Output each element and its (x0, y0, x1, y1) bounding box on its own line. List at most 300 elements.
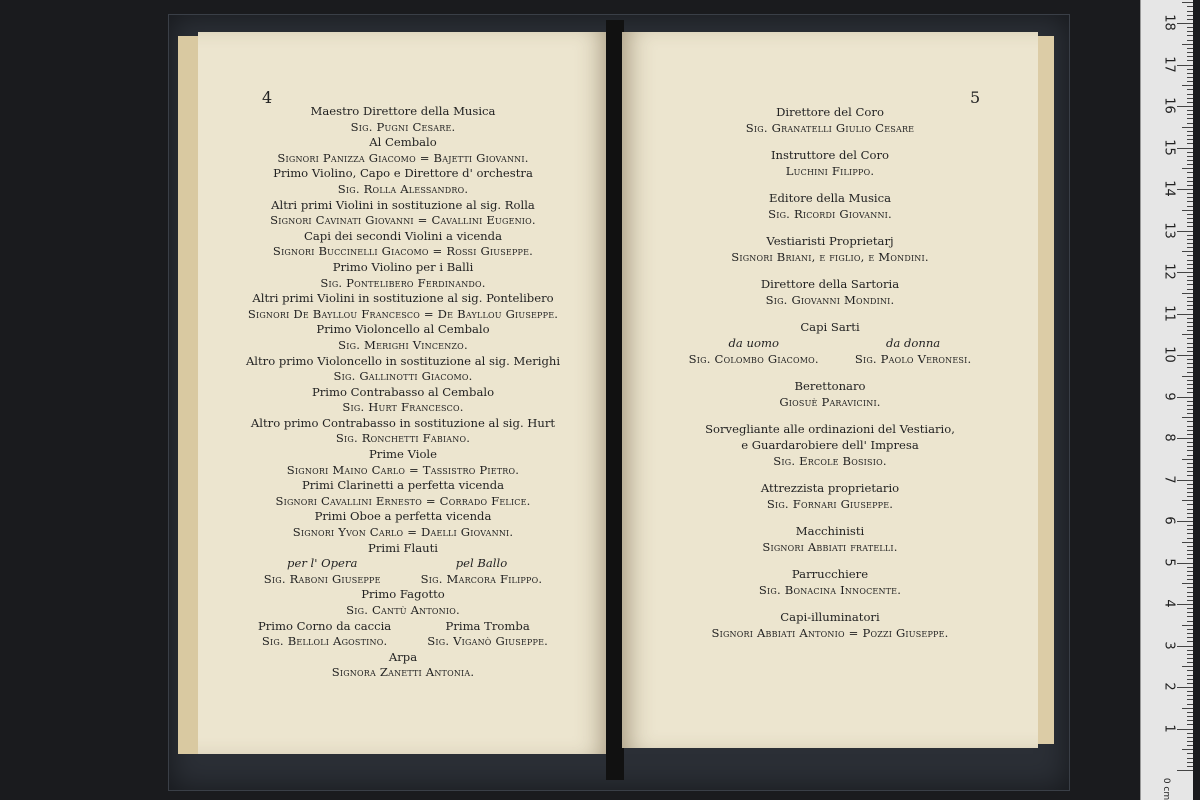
ruler-label: 12 (1161, 263, 1177, 280)
ruler-tick (1177, 646, 1193, 647)
ruler-tick (1182, 749, 1193, 750)
entry-role: Primi Clarinetti a perfetta vicenda (301, 478, 505, 493)
ruler-tick (1187, 488, 1193, 489)
right-page (622, 32, 1038, 748)
ruler-tick (1187, 654, 1193, 655)
right-entries-b (622, 378, 1038, 641)
ruler-label: 17 (1161, 55, 1177, 73)
right-entries-a (622, 104, 1038, 308)
ruler-tick (1187, 98, 1193, 99)
ruler-tick (1187, 392, 1193, 393)
entry-names: Signori Buccinelli Giacomo = Rossi Giuseppe. (272, 244, 534, 259)
entry-role: Macchinisti (795, 524, 865, 538)
entry-role: Altro primo Violoncello in sostituzione al sig. Merighi (245, 353, 561, 368)
ruler-tick (1187, 662, 1193, 663)
entry-names: Sig. Cantù Antonio. (346, 603, 460, 617)
ruler-tick (1187, 372, 1193, 373)
ruler-tick (1187, 650, 1193, 651)
ruler-tick (1187, 330, 1193, 331)
ruler-tick (1187, 430, 1193, 431)
ruler-tick (1187, 11, 1193, 12)
flauti-pair (198, 556, 608, 587)
ruler-tick (1187, 766, 1193, 767)
ruler-tick (1187, 243, 1193, 244)
ruler-tick (1182, 542, 1193, 543)
entry-names: Signori Briani, e figlio, e Mondini. (731, 250, 929, 264)
entry-role: Berettonaro (794, 379, 866, 393)
ruler-label: 14 (1161, 180, 1177, 197)
entry-role: Prime Viole (368, 447, 438, 462)
credit-entry (622, 480, 1038, 512)
credit-entry (198, 260, 608, 291)
credit-entry (198, 229, 608, 260)
credit-entry (198, 447, 608, 478)
ruler-label: 11 (1161, 304, 1177, 322)
ruler-tick (1187, 139, 1193, 140)
ruler-tick (1187, 720, 1193, 721)
entry-names: Giosuè Paravicini. (779, 395, 881, 409)
ruler-tick (1182, 625, 1193, 626)
ruler-tick (1187, 156, 1193, 157)
entry-names: Signori Yvon Carlo = Daelli Giovanni. (292, 525, 514, 540)
ruler-tick (1187, 40, 1193, 41)
ruler-tick (1187, 579, 1193, 580)
entry-role: Capi Sarti (800, 320, 860, 334)
credit-entry (198, 135, 608, 166)
entry-names: Signori Cavinati Giovanni = Cavallini Eugenio. (270, 213, 536, 228)
ruler-tick (1187, 637, 1193, 638)
ruler-tick (1187, 363, 1193, 364)
entry-role: Sorvegliante alle ordinazioni del Vestiario, (705, 422, 955, 436)
ruler-tick (1187, 455, 1193, 456)
ruler-tick (1187, 745, 1193, 746)
ruler-label: 3 (1161, 640, 1177, 650)
ruler-tick (1187, 35, 1193, 36)
ruler-tick (1187, 201, 1193, 202)
ruler-tick (1187, 475, 1193, 476)
ruler-tick (1182, 417, 1193, 418)
ruler-tick (1187, 31, 1193, 32)
ruler-tick (1187, 123, 1193, 124)
ruler-tick (1187, 309, 1193, 310)
ruler-label: 2 (1161, 682, 1177, 691)
ruler-tick (1187, 384, 1193, 385)
sarti-donna-label: da donna (885, 336, 941, 350)
credit-entry (622, 566, 1038, 598)
ruler-tick (1187, 608, 1193, 609)
ruler-tick (1182, 127, 1193, 128)
sarti-pair (622, 335, 1038, 367)
entry-names: Sig. Ricordi Giovanni. (768, 207, 892, 221)
ruler-tick (1187, 73, 1193, 74)
ruler-tick (1187, 426, 1193, 427)
ruler-tick (1187, 351, 1193, 352)
entry-role: Al Cembalo (369, 135, 437, 150)
entry-role: Primo Violoncello al Cembalo (316, 322, 490, 337)
ruler-tick (1187, 596, 1193, 597)
ruler-tick (1177, 355, 1193, 356)
entry-role: Maestro Direttore della Musica (310, 104, 496, 118)
ruler-tick (1187, 679, 1193, 680)
ruler-tick (1177, 604, 1193, 605)
ruler-tick (1187, 733, 1193, 734)
ruler-tick (1182, 2, 1193, 3)
ruler-tick (1187, 525, 1193, 526)
entry-role: Editore della Musica (768, 191, 892, 205)
ruler-tick (1177, 480, 1193, 481)
ruler-tick (1187, 214, 1193, 215)
ruler-tick (1177, 438, 1193, 439)
ruler-tick (1187, 533, 1193, 534)
ruler-tick (1187, 716, 1193, 717)
ruler-label: 9 (1161, 391, 1177, 401)
ruler-tick (1187, 143, 1193, 144)
ruler-tick (1177, 65, 1193, 66)
entry-role: Arpa (388, 649, 418, 664)
ruler-tick (1187, 19, 1193, 20)
tromba-name: Sig. Viganò Giuseppe. (427, 634, 549, 649)
ruler-tick (1187, 434, 1193, 435)
ruler-label: 8 (1161, 433, 1177, 442)
ruler-label: 5 (1161, 557, 1177, 567)
ruler-unit-label: 0 cm (1161, 777, 1172, 800)
ruler-tick (1187, 15, 1193, 16)
ruler-tick (1187, 326, 1193, 327)
ruler-tick (1187, 737, 1193, 738)
ruler-tick (1177, 314, 1193, 315)
ruler-tick (1187, 193, 1193, 194)
ruler-tick (1187, 538, 1193, 539)
ruler-tick (1187, 571, 1193, 572)
entry-names: Signori Maino Carlo = Tassistro Pietro. (286, 462, 520, 477)
ruler-tick (1187, 338, 1193, 339)
ruler-tick (1187, 110, 1193, 111)
ruler-tick (1187, 118, 1193, 119)
ruler-tick (1187, 675, 1193, 676)
entry-arpa (198, 650, 608, 681)
ruler-tick (1182, 334, 1193, 335)
ruler-tick (1177, 397, 1193, 398)
ruler-tick (1187, 463, 1193, 464)
measuring-ruler (1140, 0, 1193, 800)
credit-entry (622, 147, 1038, 179)
left-entries (198, 104, 608, 541)
entry-names: Sig. Fornari Giuseppe. (766, 497, 894, 511)
entry-names: Sig. Granatelli Giulio Cesare (745, 121, 915, 135)
ruler-tick (1177, 231, 1193, 232)
ruler-tick (1187, 446, 1193, 447)
entry-names: Sig. Ronchetti Fabiano. (335, 431, 471, 446)
ruler-label: 6 (1161, 516, 1177, 525)
ruler-tick (1182, 168, 1193, 169)
ruler-tick (1187, 567, 1193, 568)
ruler-tick (1187, 27, 1193, 28)
credit-entry (622, 609, 1038, 641)
ruler-tick (1177, 106, 1193, 107)
ruler-tick (1187, 758, 1193, 759)
ruler-tick (1187, 301, 1193, 302)
ruler-tick (1187, 504, 1193, 505)
ruler-tick (1187, 699, 1193, 700)
sarti-uomo-label: da uomo (728, 336, 779, 350)
corno-role: Primo Corno da caccia (257, 618, 392, 633)
left-page (198, 32, 608, 754)
ruler-tick (1187, 658, 1193, 659)
ruler-tick (1187, 616, 1193, 617)
ruler-tick (1187, 691, 1193, 692)
credit-entry (622, 378, 1038, 410)
ruler-tick (1187, 450, 1193, 451)
credit-entry (198, 478, 608, 509)
entry-role: Primi Oboe a perfetta vicenda (314, 509, 492, 524)
ruler-tick (1187, 305, 1193, 306)
ruler-tick (1187, 77, 1193, 78)
ruler-tick (1187, 600, 1193, 601)
ruler-tick (1187, 558, 1193, 559)
ruler-tick (1177, 770, 1193, 771)
ruler-label: 16 (1161, 97, 1177, 114)
ruler-tick (1187, 513, 1193, 514)
entry-role: Primo Fagotto (361, 587, 445, 602)
ruler-tick (1182, 44, 1193, 45)
credit-entry (622, 421, 1038, 469)
ruler-tick (1187, 89, 1193, 90)
entry-names: Sig. Giovanni Mondini. (765, 293, 895, 307)
corno-tromba-pair (198, 619, 608, 650)
ruler-tick (1187, 343, 1193, 344)
ruler-tick (1177, 23, 1193, 24)
ruler-tick (1187, 235, 1193, 236)
ruler-tick (1177, 148, 1193, 149)
ruler-tick (1187, 226, 1193, 227)
ruler-tick (1187, 185, 1193, 186)
ruler-tick (1187, 683, 1193, 684)
ruler-tick (1187, 280, 1193, 281)
credit-entry (198, 509, 608, 540)
ruler-tick (1187, 405, 1193, 406)
flauti-ballo-name: Sig. Marcora Filippo. (420, 571, 543, 586)
flauti-ballo-label: pel Ballo (455, 556, 508, 571)
entry-flauti (198, 541, 608, 588)
ruler-tick (1187, 359, 1193, 360)
ruler-tick (1187, 442, 1193, 443)
credit-entry (622, 276, 1038, 308)
ruler-tick (1187, 409, 1193, 410)
ruler-tick (1187, 322, 1193, 323)
ruler-label: 15 (1161, 138, 1177, 156)
entry-role: Direttore della Sartoria (760, 277, 900, 291)
ruler-tick (1187, 496, 1193, 497)
ruler-tick (1187, 546, 1193, 547)
entry-names: Luchini Filippo. (785, 164, 875, 178)
credit-entry (198, 354, 608, 385)
ruler-tick (1187, 6, 1193, 7)
ruler-label: 10 (1161, 346, 1177, 363)
entry-role: Capi-illuminatori (780, 610, 880, 624)
ruler-label: 4 (1161, 599, 1177, 608)
credit-entry (198, 104, 608, 135)
left-page-column (198, 104, 608, 681)
entry-role: Capi dei secondi Violini a vicenda (304, 228, 502, 243)
ruler-tick (1177, 189, 1193, 190)
ruler-tick (1187, 81, 1193, 82)
ruler-tick (1187, 247, 1193, 248)
ruler-tick (1187, 367, 1193, 368)
ruler-tick (1187, 421, 1193, 422)
ruler-tick (1187, 554, 1193, 555)
ruler-tick (1182, 376, 1193, 377)
ruler-tick (1187, 160, 1193, 161)
ruler-tick (1187, 741, 1193, 742)
ruler-tick (1187, 484, 1193, 485)
ruler-tick (1182, 500, 1193, 501)
ruler-tick (1187, 177, 1193, 178)
ruler-tick (1187, 413, 1193, 414)
ruler-label: 1 (1161, 723, 1177, 733)
credit-entry (198, 166, 608, 197)
ruler-tick (1187, 56, 1193, 57)
ruler-tick (1187, 670, 1193, 671)
ruler-tick (1187, 529, 1193, 530)
entry-names: Sig. Gallinotti Giacomo. (333, 369, 473, 384)
entry-names: Signora Zanetti Antonia. (331, 665, 475, 680)
entry-role-continued: e Guardarobiere dell' Impresa (741, 438, 919, 452)
ruler-tick (1177, 729, 1193, 730)
entry-names: Sig. Merighi Vincenzo. (338, 337, 468, 352)
ruler-tick (1182, 583, 1193, 584)
ruler-tick (1187, 401, 1193, 402)
ruler-tick (1187, 724, 1193, 725)
entry-role: Altro primo Contrabasso in sostituzione al sig. Hurt (250, 415, 556, 430)
ruler-tick (1187, 297, 1193, 298)
ruler-tick (1187, 517, 1193, 518)
ruler-tick (1187, 289, 1193, 290)
entry-names: Signori Panizza Giacomo = Bajetti Giovanni. (277, 150, 529, 165)
credit-entry (622, 233, 1038, 265)
page-number-right: 5 (970, 88, 981, 107)
entry-role: Parrucchiere (791, 567, 869, 581)
ruler-tick (1187, 641, 1193, 642)
ruler-tick (1187, 239, 1193, 240)
ruler-tick (1187, 255, 1193, 256)
ruler-tick (1177, 521, 1193, 522)
ruler-tick (1177, 563, 1193, 564)
sarti-uomo-name: Sig. Colombo Giacomo. (688, 352, 819, 366)
entry-names: Signori De Bayllou Francesco = De Bayllou Giuseppe. (247, 306, 559, 321)
ruler-tick (1187, 471, 1193, 472)
ruler-tick (1187, 260, 1193, 261)
ruler-tick (1187, 388, 1193, 389)
entry-names: Signori Abbiati Antonio = Pozzi Giuseppe. (711, 626, 949, 640)
ruler-tick (1187, 284, 1193, 285)
ruler-tick (1187, 318, 1193, 319)
ruler-tick (1187, 633, 1193, 634)
ruler-tick (1187, 587, 1193, 588)
ruler-tick (1187, 695, 1193, 696)
ruler-label: 13 (1161, 221, 1177, 239)
right-page-column (622, 104, 1038, 652)
entry-names: Signori Cavallini Ernesto = Corrado Felice. (275, 493, 531, 508)
ruler-tick (1187, 152, 1193, 153)
ruler-tick (1187, 509, 1193, 510)
entry-sarti (622, 319, 1038, 367)
ruler-tick (1182, 210, 1193, 211)
ruler-tick (1187, 575, 1193, 576)
corno-name: Sig. Belloli Agostino. (261, 634, 388, 649)
ruler-tick (1182, 251, 1193, 252)
ruler-tick (1187, 172, 1193, 173)
credit-entry (198, 416, 608, 447)
entry-role: Primo Contrabasso al Cembalo (311, 384, 495, 399)
ruler-tick (1187, 48, 1193, 49)
entry-names: Sig. Pugni Cesare. (350, 119, 456, 134)
entry-role: Direttore del Coro (776, 105, 884, 119)
entry-role: Vestiaristi Proprietarj (766, 234, 894, 248)
ruler-tick (1187, 264, 1193, 265)
ruler-tick (1187, 181, 1193, 182)
entry-fagotto (198, 587, 608, 618)
tromba-role: Prima Tromba (445, 618, 530, 633)
ruler-tick (1187, 592, 1193, 593)
credit-entry (198, 198, 608, 229)
ruler-tick (1187, 467, 1193, 468)
ruler-tick (1187, 131, 1193, 132)
ruler-tick (1187, 712, 1193, 713)
ruler-tick (1187, 629, 1193, 630)
ruler-tick (1177, 272, 1193, 273)
ruler-tick (1177, 687, 1193, 688)
ruler-tick (1187, 276, 1193, 277)
ruler-tick (1187, 550, 1193, 551)
entry-role: Instruttore del Coro (770, 148, 890, 162)
ruler-tick (1187, 164, 1193, 165)
entry-names: Sig. Pontelibero Ferdinando. (320, 275, 486, 290)
flauti-opera-name: Sig. Raboni Giuseppe (263, 571, 381, 586)
page-number-left: 4 (262, 88, 273, 107)
ruler-label: 7 (1161, 474, 1177, 484)
ruler-tick (1187, 218, 1193, 219)
entry-names: Sig. Rolla Alessandro. (337, 181, 469, 196)
ruler-tick (1187, 612, 1193, 613)
ruler-tick (1187, 762, 1193, 763)
entry-names: Sig. Ercole Bosisio. (773, 454, 887, 468)
ruler-tick (1182, 666, 1193, 667)
ruler-tick (1187, 69, 1193, 70)
ruler-tick (1187, 380, 1193, 381)
ruler-tick (1187, 60, 1193, 61)
ruler-tick (1182, 293, 1193, 294)
flauti-opera-label: per l' Opera (287, 556, 358, 571)
credit-entry (198, 291, 608, 322)
entry-names: Sig. Bonacina Innocente. (758, 583, 902, 597)
entry-role: Primo Violino, Capo e Direttore d' orchestra (273, 166, 533, 181)
entry-role: Primo Violino per i Balli (332, 259, 474, 274)
entry-role: Attrezzista proprietario (760, 481, 900, 495)
credit-entry (198, 385, 608, 416)
entry-role: Altri primi Violini in sostituzione al sig. Rolla (271, 197, 535, 212)
credit-entry (198, 322, 608, 353)
entry-role: Altri primi Violini in sostituzione al sig. Pontelibero (252, 291, 554, 306)
ruler-tick (1182, 85, 1193, 86)
ruler-tick (1187, 621, 1193, 622)
ruler-tick (1187, 704, 1193, 705)
ruler-tick (1187, 135, 1193, 136)
ruler-tick (1187, 206, 1193, 207)
ruler-tick (1187, 222, 1193, 223)
ruler-tick (1187, 102, 1193, 103)
ruler-tick (1187, 52, 1193, 53)
ruler-tick (1187, 197, 1193, 198)
